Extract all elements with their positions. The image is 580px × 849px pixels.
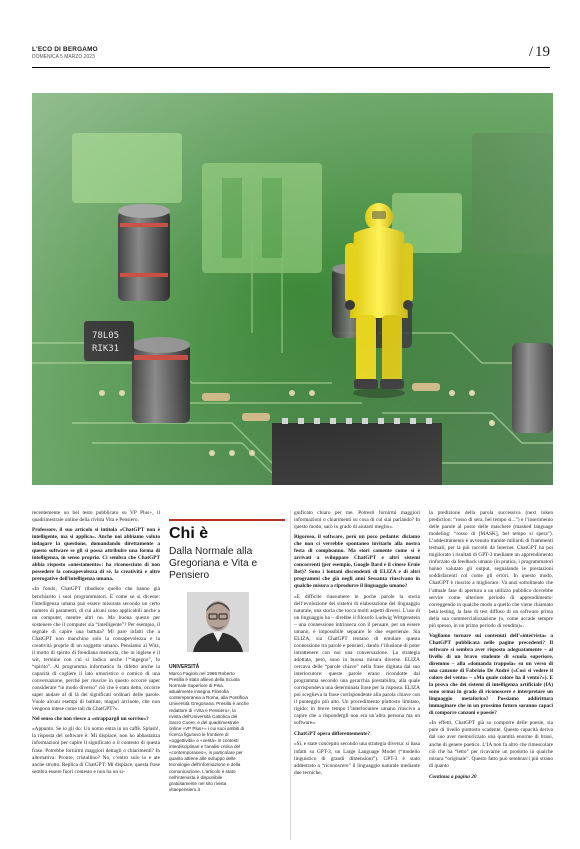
author-portrait xyxy=(187,592,249,652)
sidebar-rule xyxy=(169,519,285,521)
article-paragraph: la predizione della parola successiva (next token prediction: “rosso di sera, bel tempo si...”) e l’inserimento delle parole al posto delle maschere (masked language modeling: “rosso di [MASK], bel tempo si spera”). L’addestramento è avvenuto tramite miliardi di frammenti testuali, per la più raccolti da Internet. ChatGPT ha poi migliorato i risultati di GPT-3 mediante un apprendimento rinforzato da feedback umano (in pratica, i programmatori hanno valutato gli output, segnalando le prestazioni soddisfacenti col come gli errori. In questo modo, ChatGPT è riuscito a migliorare. Va anzi sottolineato che l’attuale fase di apertura a un utilizzo pubblico dovrebbe servire come ulteriore periodo di apprendimento: correggendo in qualche modo a quello che viene chiamato beta testing, la fase di test diffuso di un software prima della sua commercializzazione (o, come accade sempre più spesso, in un primo periodo di vendita)». xyxy=(429,510,553,629)
bio-label: UNIVERSITÀ xyxy=(169,664,200,670)
article-paragraph: «In fondo, ChatGPT ribadisce quello che hanno già benchiarito i suoi programmatori. E come se si dicesse: l'intelligenza umana può essere misurata secondo un certo numero di parametri, di cui alcuni sono applicabili anche a un computer, mentre altri no. Ma buona questo per sostenere che il computer sia “intelligente”? Per esempio, il segnale di capire una battuta? Mi pare infatti che a ChatGPT non manchino solo la consapevolezza e la creatività proprie di un soggetto umano. Pensiamo al Witz, il motto di spirito di freudiana memoria, che in inglese è il wit, termine con cui si indica anche l’“ingegno”, lo “spirito”. Al programma informatico fa difetto anche la capacità di cogliere il lato umoristico o comico di una conversazione, perché per riuscire in questo occorre saper considerare “in modo diverso” ciò che è stato detto, occorre saper andare al di là dei significati ordinari delle parole. Vuole alcuni esempi di battute, magari arcinote, che non vengono intese come tali da ChatGPT?». xyxy=(32,586,160,713)
interview-question: ChatGPT opera differentemente? xyxy=(294,731,371,738)
article-photo xyxy=(32,93,553,485)
article-column-1 xyxy=(32,510,160,779)
article-paragraph: recentemente un bel testo pubblicato su VP Plus+, il quadrimestrale online della rivista Vita e Pensiero. xyxy=(32,510,160,524)
interview-question: Nel senso che non riesce a «strappargli un sorriso»? xyxy=(32,716,149,723)
column-divider xyxy=(290,510,291,840)
sidebar-subtitle: Dalla Normale alla Gregoriana e Vita e Pensiero xyxy=(169,546,258,581)
article-paragraph: gnificato chiaro per me. Potresti fornirmi maggiori informazioni o chiarimenti su cosa di cui stai parlando? In questo modo, sarò in grado di aiutarti meglio». xyxy=(294,510,420,531)
article-column-4 xyxy=(429,510,553,784)
interview-question: Vogliamo tornare sui contenuti dell’«intervista» a ChatGPT pubblicata nelle pagine precedenti? Il software si sembra aver risposto adeguatamente – al livello di un bravo studente di scuola superiore, diremmo – alla «domanda trappola» su un verso di una canzone di Fabrizio De André («Così si vedere il colore del vento» – «Ma quale colore ha il vento?»). E la prova che dei sistemi di intelligenza artificiale (IA) sono ormai in grado di riconoscere e interpretare un linguaggio metaforico? Possiamo addirittura immaginare che in un prossimo futuro saranno capaci di comporre canzoni e poesie? xyxy=(429,632,553,717)
masthead: L'ECO DI BERGAMO xyxy=(32,46,98,53)
page-number-value: 19 xyxy=(535,44,550,60)
article-column-3 xyxy=(294,510,420,780)
dateline: DOMENICA 5 MARZO 2023 xyxy=(32,54,95,60)
interview-question: Professore, il suo articolo si intitola «ChatGPT non è intelligente, ma si applica». Anche noi abbiamo voluto indagare la questione, domandando direttamente a questo software se gli si possa attribuire una forma di intelligenza, in senso proprio. Ci sembra che ChatGPT abbia risposto «onestamente»: ha riconosciuto di non possedere la consapevolezza di sé, la creatività e altre prerogative dell'intelligenza umana. xyxy=(32,527,160,583)
circuit-board-illustration xyxy=(32,93,553,485)
article-paragraph: «In effetti, ChatGPT già so comporre delle poesie, sia pure di livello piuttosto scadente. Questo capacità deriva dal suo aver memorizzato una quantità enorme di brani, anche di genere poetico. L’IA non fa altro che rimescolare ciò che ha “letto” per ricavarne un prodotto in qualche misura “originale”. Questo fatto può sembrarci più strano di quanto xyxy=(429,720,553,769)
article-paragraph: «Sì, e state concepito secondo una strategia diversa: si basa infatti su GPT-3, un Large Language Model (“modello linguistico di grandi dimensioni”). GPT-3 è stato addestrato a “riconoscere” il linguaggio naturale mediante due tecniche, xyxy=(294,741,420,776)
sidebar-title: Chi è xyxy=(169,525,209,542)
continued-link[interactable]: Continua a pagina 20 xyxy=(429,773,477,780)
page-header xyxy=(32,46,550,68)
header-rule xyxy=(32,67,550,68)
portrait-image xyxy=(187,592,249,652)
article-paragraph: «E difficile riassumere in poche parole la storia dell’evoluzione dei sistemi di elaborazione del linguaggio naturale, una storia che tocca molti aspetti diversi. L’uso di un linguaggio ha – direbbe il filosofo Ludwig Wittgenstein – una connessione intrinseca con il pensare, per un essere umano, è impossibile separare le due esperienze. Sia ELIZA, sia ChatGPT tentano di emulare questa connessione tra parole e pensieri, dando l’illusione di poter intrattenere con noi una conversazione. La strategia adottata, però, sono in buona misura diverse. ELIZA cercava delle “parole chiave” nella frase digitata dal suo interlocutore: queste parole erano ricondotte dal programma secondo una gerarchia prestabilita, alla quale corrispondeva una determinata frase per la risposta. ELIZA poi sceglieva la frase corrispondente alla parola chiave con il punteggio più alto. Un procedimento piuttosto limitato, rigido: in breve tempo l’interlocutore umano riusciva a capire che a rispondergli non era un’altra persona ma un software». xyxy=(294,593,420,727)
page-number: / 19 xyxy=(528,44,550,60)
interview-question: Rigoroso, il software, però un poco pedante: diciamo che non ci verrebbe spontaneo invitarlo alla nostra festa di compleanno. Ma stori camente come si è arrivati a sviluppare ChatGPT e altri sistemi concorrenti (per esempio, Google Bard e il cinese Ernie Bot)? Sono i lontani discendenti di ELIZA e di altri programmi che già negli anni Sessanta riuscivano in qualche misura a riprodurre il linguaggio umano? xyxy=(294,534,420,590)
author-bio: Marco Fagiolo nel 1966 Roberto Presilla è stato allievo della Scuola Normale Superiore di Pisa. attualmente insegna Filosofia contemporanea a Roma, alla Pontificia Università Gregoriana. Presilla è anche redattore di «Vita e Pensiero», la rivista dell'Università Cattolica del Sacro Cuore, e del quadrimestrale online «VP Plus+» i cui suoi ambiti di ricerca figurano le frontiere di «oggettività» e «verità» in contesti interdisciplinari e l'analisi critica del «contemporaneo», in particolare per quanto attiene alle sviluppo delle tecnologie dell'informazione e della comunicazione. L'articolo è stato nell'intervista è disponibile gratuitamente nel sito rivista vitaepensiero.it xyxy=(169,671,249,792)
article-paragraph: «Appunto. Se io gli do: Un uomo entra in un caffè. Splash!, la risposta del software è: Mi dispiace, non ho abbastanza informazioni per capire il significato o il contesto di questa frase. Potrebbe fornirmi maggiori dettagli o chiarimenti? In alternativa: Pronto, cristallino? No, c’entro solo lo e ate anche strutto. Replica di ChatGPT: Mi dispiace, questa frase sembra essere fuori contesto e non ha un si- xyxy=(32,726,161,775)
